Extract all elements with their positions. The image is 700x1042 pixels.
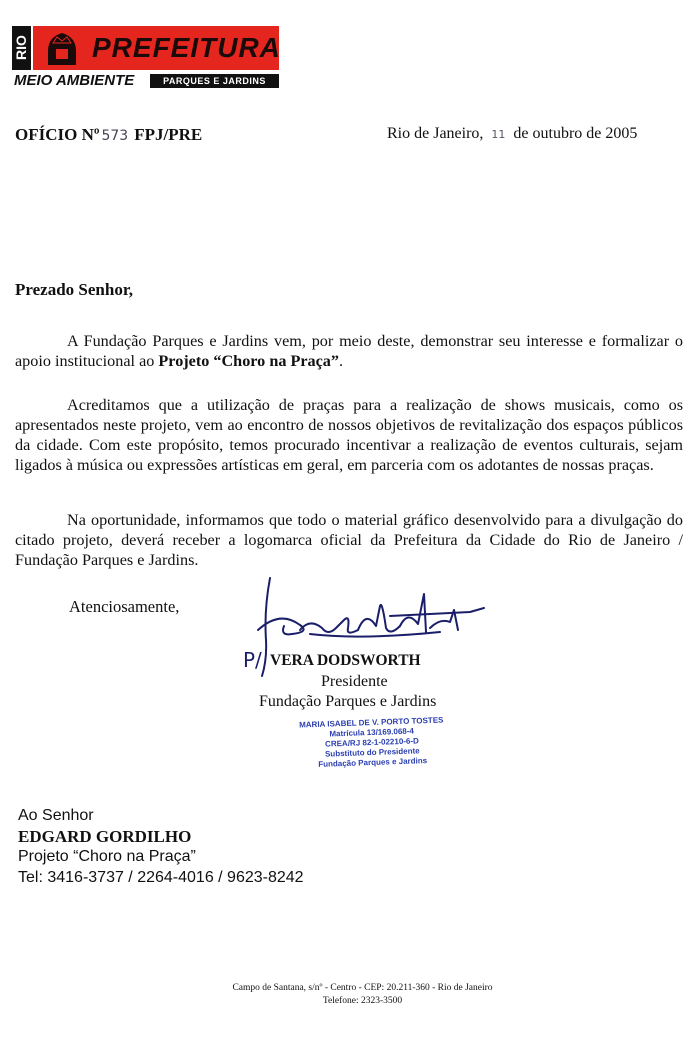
date-suffix: de outubro de 2005	[513, 125, 638, 142]
oficio-line	[15, 125, 202, 145]
date-line	[387, 125, 637, 143]
recipient-salutation: Ao Senhor	[18, 807, 94, 824]
signer-role: Presidente	[321, 673, 388, 690]
prefeitura-title: PREFEITURA	[92, 32, 281, 63]
signer-name: VERA DODSWORTH	[270, 652, 421, 669]
oficio-ref: FPJ/PRE	[134, 125, 203, 144]
paragraph-1	[15, 331, 683, 371]
paragraph-1-text: A Fundação Parques e Jardins vem, por meio deste, demonstrar seu interesse e formalizar o apoio institucional ao	[15, 332, 683, 370]
salutation: Prezado Senhor,	[15, 280, 134, 299]
recipient-phone: Tel: 3416-3737 / 2264-4016 / 9623-8242	[18, 868, 304, 886]
signer-organization: Fundação Parques e Jardins	[259, 693, 437, 710]
paragraph-1-end: .	[339, 352, 344, 370]
closing: Atenciosamente,	[69, 597, 180, 616]
meio-ambiente-label: MEIO AMBIENTE	[14, 72, 135, 89]
stamp-line-1: MARIA ISABEL DE V. PORTO TOSTES	[298, 715, 444, 730]
per-procuration-mark: P/	[243, 648, 262, 672]
stamp-line-3: CREA/RJ 82-1-02210-6-D	[324, 736, 420, 749]
oficio-label: OFÍCIO Nº	[15, 125, 100, 144]
recipient-block	[18, 806, 304, 888]
oficio-number: 573	[101, 128, 129, 144]
stamp-line-5: Fundação Parques e Jardins	[318, 756, 428, 769]
paragraph-3: Na oportunidade, informamos que todo o material gráfico desenvolvido para a divulgação do citado projeto, deverá receber a logomarca oficial da Prefeitura da Cidade do Rio de Janeiro / Fundação Parques e Jardins.	[15, 511, 683, 569]
paragraph-2: Acreditamos que a utilização de praças para a realização de shows musicais, como os apresentados neste projeto, vem ao encontro de nossos objetivos de revitalização dos espaços públicos da cidade. Com este propósito, temos procurado incentivar a realização de eventos culturais, sejam ligados à música ou expressões artísticas em geral, em parceria com os adotantes de nossas praças.	[15, 396, 683, 474]
date-day: 11	[491, 128, 506, 141]
recipient-name: EDGARD GORDILHO	[18, 826, 192, 846]
rio-label: RIO	[13, 35, 29, 61]
crest-icon	[42, 29, 82, 67]
project-name: Projeto “Choro na Praça”	[158, 352, 339, 370]
date-prefix: Rio de Janeiro,	[387, 125, 484, 142]
footer-address: Campo de Santana, s/nº - Centro - CEP: 20.211-360 - Rio de Janeiro	[232, 983, 493, 993]
stamp-line-2: Matrícula 13/169.068-4	[329, 726, 415, 739]
stamp-line-4: Substituto do Presidente	[324, 746, 420, 759]
footer-phone: Telefone: 2323-3500	[322, 996, 403, 1006]
recipient-project: Projeto “Choro na Praça”	[18, 848, 196, 865]
official-stamp	[281, 715, 463, 771]
parques-jardins-label: PARQUES E JARDINS	[150, 74, 279, 88]
footer	[190, 982, 535, 1008]
